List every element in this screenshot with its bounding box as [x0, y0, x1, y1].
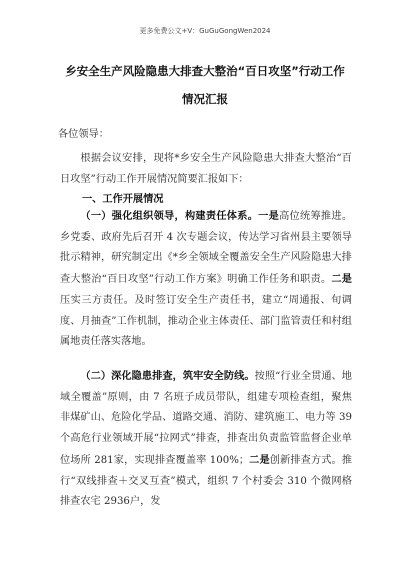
paragraph-text: 高位统筹推进。乡党委、政府先后召开 4 次专题会议，传达学习省州县主要领导批示精神，研究制定出《*乡全领域全覆盖安全生产风险隐患大排查大整治“百日攻坚”行动工作方案》明确工作任务和职责。 [60, 211, 353, 286]
paragraph-inspection [60, 366, 352, 513]
greeting: 各位领导： [58, 129, 109, 140]
intro-paragraph: 根据会议安排，现将*乡安全生产风险隐患大排查大整治“百日攻坚”行动工作开展情况简要汇报如下： [60, 153, 352, 185]
sub-point-lead: 二是 [249, 453, 270, 466]
document-title-line2: 情况汇报 [182, 92, 228, 106]
document-title-line1: 乡安全生产风险隐患大排查大整治“百日攻坚”行动工作 [65, 64, 345, 78]
paragraph-organization [60, 206, 352, 353]
paragraph-lead: （一）强化组织领导，构建责任体系。 [80, 210, 259, 222]
section-heading: 一、工作开展情况 [82, 193, 164, 205]
paragraph-text: 创新排查方式。推行“双线排查＋交叉互查”模式，组织 7 个村委会 310 个微网格排查农宅 2936户，发 [60, 454, 353, 508]
paragraph-lead: （二）深化隐患排查，筑牢安全防线。 [80, 370, 255, 382]
paragraph-text: 压实三方责任。及时签订安全生产责任书，建立“周通报、旬调度、月抽查”工作机制，推动企业主体责任、部门监管责任和村组属地责任落实落地。 [60, 294, 352, 348]
sub-point-lead: 一是 [258, 210, 280, 222]
watermark-text: 更多免费公文+V：GuGuGongWen2024 [139, 27, 271, 35]
sub-point-lead: 二是 [331, 273, 352, 286]
paragraph-text: 按照“行业全贯通、地域全覆盖”原则，由 7 名班子成员带队，组建专项检查组，聚焦非煤矿山、危险化学品、道路交通、消防、建筑施工、电力等 39 个高危行业领域开展“拉网式”排查，排查出负责监管监督企业单位场所 281家，实现排查覆盖率 100%； [60, 371, 352, 466]
